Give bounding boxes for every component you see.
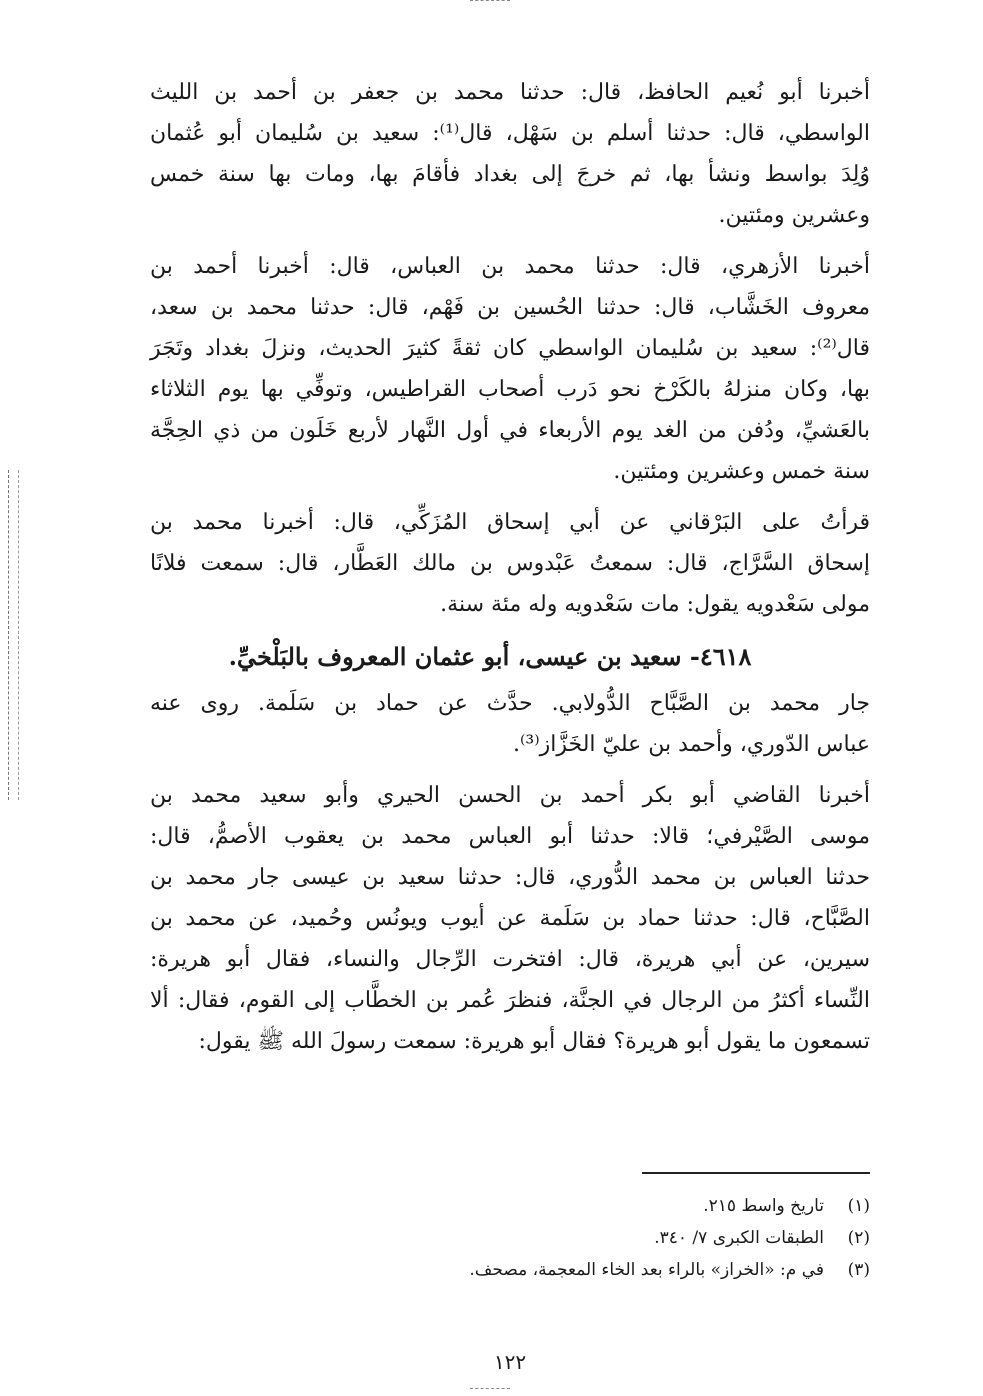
- scan-mark-top: [470, 0, 510, 1]
- paragraph: [150, 502, 870, 625]
- scan-mark-bottom: [470, 1388, 510, 1389]
- footnote-number: (٣): [847, 1260, 870, 1280]
- text-line: أخبرنا القاضي أبو بكر أحمد بن الحسن الحيري وأبو سعيد محمد بن: [150, 783, 870, 808]
- scan-mark-left-2: [18, 470, 19, 800]
- text-line: إسحاق السَّرَّاج، قال: سمعتُ عَبْدوس بن مالك العَطَّار، قال: سمعت فلانًا: [150, 551, 870, 576]
- text-line: قال⁽²⁾: سعيد بن سُليمان الواسطي كان ثقةً كثيرَ الحديث، ونزلَ بغداد وتَجَرَ: [150, 336, 870, 361]
- text-line: بها، وكان منزلهُ بالكَرْخ نحو دَرب أصحاب القراطيس، وتوفِّي بها يوم الثلاثاء: [150, 377, 870, 402]
- footnote: [150, 1190, 870, 1222]
- page-number: ١٢٢: [493, 1350, 527, 1374]
- text-line: مولى سَعْدويه يقول: مات سَعْدويه وله مئة سنة.: [440, 592, 870, 617]
- page-body: [150, 72, 870, 1374]
- text-line: النِّساء أكثرُ من الرجال في الجنَّة، فنظرَ عُمر بن الخطَّاب إلى القوم، فقال: ألا: [150, 988, 870, 1013]
- footnote: [150, 1254, 870, 1286]
- text-line: الواسطي، قال: حدثنا أسلم بن سَهْل، قال⁽¹⁾: سعيد بن سُليمان أبو عُثمان: [150, 121, 870, 146]
- footnote-number: (١): [847, 1196, 870, 1216]
- text-line: قرأتُ على البَرْقاني عن أبي إسحاق المُزَكِّي، قال: أخبرنا محمد بن: [150, 510, 870, 535]
- paragraph: [150, 72, 870, 236]
- main-text: [150, 72, 870, 625]
- text-line: بالعَشيِّ، ودُفن من الغد يوم الأربعاء في أول النَّهار لأربع خَلَون من ذي الحِجَّة: [150, 418, 870, 443]
- text-line: حدثنا العباس بن محمد الدُّوري، قال: حدثنا سعيد بن عيسى جار محمد بن: [150, 865, 870, 890]
- footnote: [150, 1222, 870, 1254]
- footnote-text: في م: «الخراز» بالراء بعد الخاء المعجمة، مصحف.: [469, 1260, 824, 1280]
- footnotes: [150, 1190, 870, 1286]
- entry-heading: ٤٦١٨- سعيد بن عيسى، أبو عثمان المعروف بالبَلْخيِّ.: [228, 642, 752, 671]
- text-line: معروف الخَشَّاب، قال: حدثنا الحُسين بن فَهْم، قال: حدثنا محمد بن سعد،: [150, 295, 870, 320]
- text-line: وعشرين ومئتين.: [718, 203, 870, 228]
- footnote-rule: [642, 1172, 870, 1174]
- paragraph: [150, 775, 870, 1062]
- paragraph: [150, 683, 870, 765]
- text-line: عباس الدّوري، وأحمد بن عليّ الخَزَّاز⁽³⁾.: [513, 732, 870, 757]
- scan-mark-left: [8, 470, 9, 800]
- footnote-number: (٢): [847, 1228, 870, 1248]
- text-line: أخبرنا الأزهري، قال: حدثنا محمد بن العباس، قال: أخبرنا أحمد بن: [150, 254, 870, 279]
- text-line: موسى الصَّيْرفي؛ قالا: حدثنا أبو العباس محمد بن يعقوب الأصمُّ، قال:: [150, 824, 870, 849]
- text-line: جار محمد بن الصَّبَّاح الدُّولابي. حدَّث عن حماد بن سَلَمة. روى عنه: [150, 691, 870, 716]
- text-line: تسمعون ما يقول أبو هريرة؟ فقال أبو هريرة: سمعت رسولَ الله ﷺ يقول:: [198, 1029, 870, 1054]
- text-line: أخبرنا أبو نُعيم الحافظ، قال: حدثنا محمد بن جعفر بن أحمد بن الليث: [150, 80, 870, 105]
- text-line: الصَّبَّاح، قال: حدثنا حماد بن سَلَمة عن أيوب ويونُس وحُميد، عن محمد بن: [150, 906, 870, 931]
- paragraph: [150, 246, 870, 492]
- text-line: سيرين، عن أبي هريرة، قال: افتخرت الرِّجال والنساء، فقال أبو هريرة:: [150, 947, 870, 972]
- footnote-text: الطبقات الكبرى ٧/ ٣٤٠.: [654, 1228, 824, 1248]
- text-line: وُلِدَ بواسط ونشأ بها، ثم خرجَ إلى بغداد فأقامَ بها، ومات بها سنة خمس: [150, 162, 870, 187]
- text-line: سنة خمس وعشرين ومئتين.: [613, 459, 870, 484]
- footnote-text: تاريخ واسط ٢١٥.: [703, 1196, 824, 1216]
- entry-text: [150, 683, 870, 1062]
